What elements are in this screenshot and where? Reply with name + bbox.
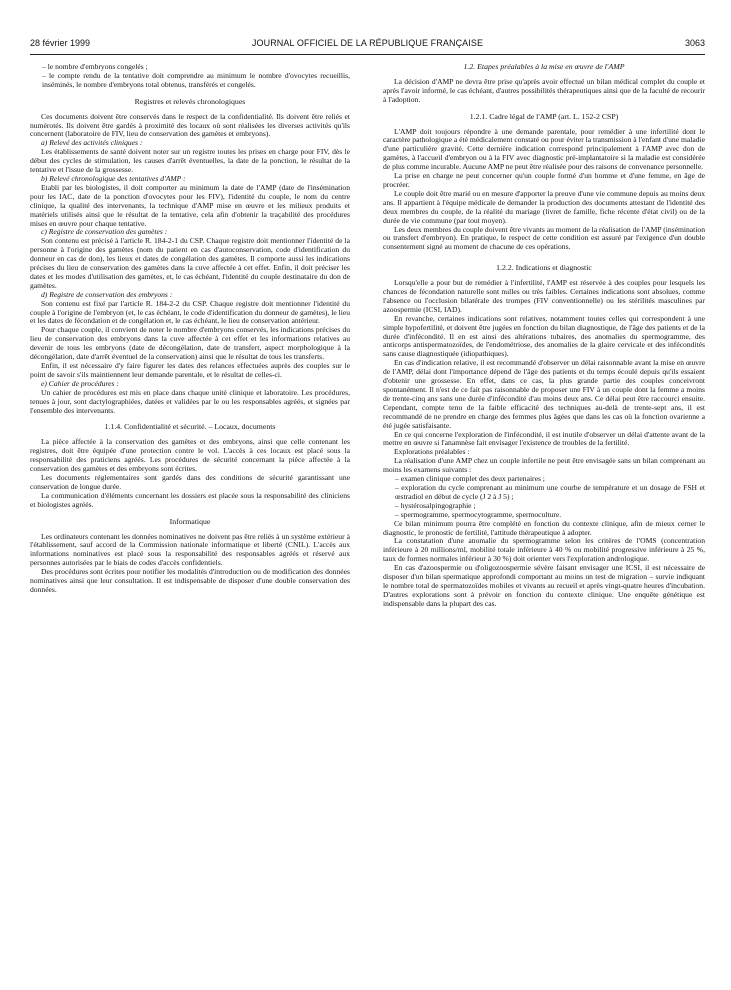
- paragraph: La prise en charge ne peut concerner qu'un couple formé d'un homme et d'une femme, en âge de procréer.: [383, 171, 705, 189]
- paragraph: La communication d'éléments concernant les dossiers est placée sous la responsabilité des cliniciens et biologistes agréés.: [30, 490, 350, 509]
- list-item: – le nombre d'embryons congelés ;: [42, 62, 148, 71]
- section-heading-12: 1.2. Etapes préalables à la mise en œuvre de l'AMP: [463, 62, 625, 71]
- section-heading-registres: Registres et relevés chronologiques: [134, 96, 246, 106]
- list-item: – hystérosalpingographie ;: [395, 500, 476, 510]
- paragraph: L'AMP doit toujours répondre à une demande parentale, pour remédier à une infertilité dont le caractère pathologique a été médicalement constaté ou pour éviter la transmission à l'enfant d'une maladie d'une particulière gravité. Cette dernière indication correspond principalement à l'AMP avec don de gamètes, à l'accueil d'embryon ou à la FIV avec diagnostic pré-implantatoire si la maladie est considérée de plus comme incurable. Aucune AMP ne peut être réalisée pour des raisons de convenance personnelle.: [383, 126, 705, 172]
- paragraph: Son contenu est fixé par l'article R. 184-2-2 du CSP. Chaque registre doit mentionner l'identité du couple à l'origine de l'embryon (et, le cas échéant, le code d'identification du donneur de gamètes), le lieu et les dates de fécondation et de congélation et, le cas échéant, le lieu de conservation antérieur.: [30, 298, 350, 326]
- list-item: – examen clinique complet des deux partenaires ;: [395, 474, 545, 484]
- section-heading-informatique: Informatique: [169, 516, 211, 526]
- paragraph: Le couple doit être marié ou en mesure d'apporter la preuve d'une vie commune depuis au moins deux ans. Il appartient à l'équipe médicale de demander la production des documents attestant de l'identité des deux membres du couple, de la réalité du mariage (livret de famille, fiche récente d'état civil) ou de la durée de vie commune (par tout moyen).: [383, 188, 705, 225]
- section-heading-114: 1.1.4. Confidentialité et sécurité. – Locaux, documents: [104, 422, 276, 432]
- paragraph: En revanche, certaines indications sont relatives, notamment toutes celles qui correspondent à une simple hypofertilité, et doivent être jugées en fonction du bilan diagnostique, de l'âge des patients et de la durée d'infécondité. Il en est ainsi des altérations tubaires, des anomalies du spermogramme, des anticorps antispermatozoïdes, de l'endométriose, des anomalies de la glaire cervicale et des infécondités sans cause diagnostiquée (idiopathiques).: [383, 313, 705, 359]
- paragraph: Un cahier de procédures est mis en place dans chaque unité clinique et laboratoire. Les procédures, tenues à jour, sont dactylographiées, datées et validées par le ou les responsables agréés, et signées par l'ensemble des intervenants.: [30, 387, 350, 415]
- paragraph: Enfin, il est nécessaire d'y faire figurer les dates des relances effectuées auprès des couples sur le point de savoir s'ils maintiennent leur demande parentale, et le résultat de celles-ci.: [30, 361, 350, 379]
- header-page-number: 3063: [684, 38, 705, 48]
- paragraph: Etabli par les biologistes, il doit comporter au minimum la date de l'AMP (date de l'insémination pour les IAC, date de la ponction d'ovocytes pour les FIV), l'identité du couple, le nom du centre clinique, la qualité des intervenants, la technique d'AMP mise en œuvre et les milieux produits et matériels utilisés ainsi que le résultat de la tentative, cela afin d'obtenir la traçabilité des procédures mises en œuvre pour chaque tentative.: [30, 182, 350, 228]
- paragraph: Explorations préalables :: [394, 447, 470, 457]
- paragraph: La réalisation d'une AMP chez un couple infertile ne peut être envisagée sans un bilan comprenant au moins les examens suivants :: [383, 456, 705, 475]
- left-column: [30, 63, 350, 595]
- subheading-b: b) Relevé chronologique des tentatives d'AMP :: [41, 173, 186, 183]
- subheading-d: d) Registre de conservation des embryons :: [41, 289, 173, 299]
- header-date: 28 février 1999: [30, 38, 91, 48]
- paragraph: Les établissements de santé doivent noter sur un registre toutes les prises en charge pour FIV, dès le début des cycles de stimulation, les causes d'arrêt éventuelles, la date de la ponction, le résultat de la tentative et l'issue de la grossesse.: [30, 147, 350, 175]
- subheading-c: c) Registre de conservation des gamètes :: [41, 227, 168, 237]
- paragraph: Les deux membres du couple doivent être vivants au moment de la réalisation de l'AMP (insémination ou transfert d'embryon). En pratique, le respect de cette condition est assuré par l'exigence d'un double consentement signé au moment de chacune de ces opérations.: [383, 224, 705, 252]
- paragraph: En cas d'indication relative, il est recommandé d'observer un délai raisonnable avant la mise en œuvre de l'AMP, délai dont l'importance dépend de l'âge des patients et du temps écoulé depuis qu'ils essaient d'obtenir une grossesse. En effet, dans ce cas, la plus grande partie des couples conceivront spontanément. Il n'est de ce fait pas raisonnable de proposer une FIV à un couple dont la femme a moins de trente-cinq ans sans une durée d'infécondité d'au moins deux ans. Ce délai peut être raccourci ensuite. Cependant, compte tenu de la faible efficacité des techniques au-delà de trente-sept ans, il est recommandé de ne prendre en charge des femmes plus âgées que dans les cas où la fonction ovarienne a été jugée satisfaisante.: [383, 358, 705, 430]
- section-heading-122: 1.2.2. Indications et diagnostic: [496, 263, 592, 273]
- paragraph: En ce qui concerne l'exploration de l'infécondité, il est inutile d'observer un délai d'attente avant de la mettre en œuvre si l'anamnèse fait envisager l'existence de troubles de la fertilité.: [383, 429, 705, 448]
- paragraph: Pour chaque couple, il convient de noter le nombre d'embryons conservés, les indications précises du lieu de conservation des embryons dans la cuve affectée à cet effet et les informations relatives au devenir de tous les embryons (date de décongélation, date de transfert, aspect morphologique à la décongélation, date d'arrêt éventuel de la conservation) ainsi que le résultat de tous les transferts.: [30, 325, 350, 362]
- subheading-a: a) Relevé des activités cliniques :: [41, 138, 143, 148]
- header-journal-title: JOURNAL OFFICIEL DE LA RÉPUBLIQUE FRANÇAISE: [251, 38, 484, 48]
- list-item: – spermogramme, spermocytogramme, spermoculture.: [395, 509, 562, 519]
- header-rule: [30, 54, 705, 55]
- paragraph: La pièce affectée à la conservation des gamètes et des embryons, ainsi que celle contenant les registres, doit être équipée d'une protection contre le vol. L'accès à ces locaux est placé sous la responsabilité des praticiens agréés. Les procédures de sécurité concernant la pièce affectée à la conservation des gamètes et des embryons sont écrites.: [30, 437, 350, 474]
- paragraph: Ces documents doivent être conservés dans le respect de la confidentialité. Ils doivent être reliés et numérotés. Ils doivent être gardés à proximité des locaux où sont réalisées les diverses activités qu'ils concernent (laboratoire de FIV, lieu de conservation des gamètes et embryons).: [30, 111, 350, 139]
- subheading-e: e) Cahier de procédures :: [41, 378, 119, 388]
- section-heading-121: 1.2.1. Cadre légal de l'AMP (art. L. 152-2 CSP): [469, 111, 619, 121]
- paragraph: La constatation d'une anomalie du spermogramme selon les critères de l'OMS (concentration inférieure à 20 millions/ml, mobilité totale inférieure à 40 % ou mobilité progressive inférieure à 25 %, taux de formes normales inférieur à 30 %) doit orienter vers l'exploration andrologique.: [383, 536, 705, 564]
- paragraph: Les documents réglementaires sont gardés dans des conditions de sécurité garantissant une conservation de longue durée.: [30, 472, 350, 491]
- paragraph: Les ordinateurs contenant les données nominatives ne doivent pas être reliés à un système extérieur à l'établissement, sauf accord de la Commission nationale informatique et liberté (CNIL). L'accès aux informations nominatives est placé sous la responsabilité des responsables agréés et réservé aux personnes autorisées par le biais de codes d'accès confidentiels.: [30, 531, 350, 568]
- paragraph: Des procédures sont écrites pour notifier les modalités d'introduction ou de modification des données nominatives ainsi que leur consultation. Il est indispensable de disposer d'une double conservation des données.: [30, 567, 350, 594]
- paragraph: Ce bilan minimum pourra être complété en fonction du contexte clinique, afin de mieux cerner le diagnostic, le pronostic de fertilité, l'attitude thérapeutique à adopter.: [383, 518, 705, 537]
- list-item: – le compte rendu de la tentative doit comprendre au minimum le nombre d'ovocytes recueillis, inséminés, le nombre d'embryons total obtenus, transférés et congelés.: [42, 70, 350, 89]
- right-column: [383, 63, 705, 609]
- paragraph: Son contenu est précisé à l'article R. 184-2-1 du CSP. Chaque registre doit mentionner l'identité de la personne à l'origine des gamètes (nom du patient en cas d'autoconservation, code d'identification du donneur en cas de don), les lieux et dates de congélation des gamètes. Il comporte aussi les indications précises du lieu de conservation des gamètes dans la cuve affectée à cet effet. Enfin, il doit préciser les dates et les modes d'utilisation des gamètes, et, le cas échéant, l'identité du couple destinataire du don de gamètes.: [30, 236, 350, 290]
- paragraph: En cas d'azoospermie ou d'oligozoospermie sévère faisant envisager une ICSI, il est nécessaire de disposer d'un bilan spermatique approfondi comportant au moins un test de migration – survie indiquant le nombre total de spermatozoïdes mobiles et vivants au recueil et après vingt-quatre heures d'incubation. D'autres explorations sont à prévoir en fonction du contexte clinique. Une enquête génétique est indispensable dans la plupart des cas.: [383, 563, 705, 608]
- list-item: – exploration du cycle comprenant au minimum une courbe de température et un dosage de FSH et œstradiol en début de cycle (J 2 à J 5) ;: [395, 482, 705, 501]
- page-header: [30, 38, 705, 52]
- paragraph: La décision d'AMP ne devra être prise qu'après avoir effectué un bilan médical complet du couple et après l'avoir informé, le cas échéant, d'autres possibilités thérapeutiques ainsi que de la faculté de recourir à l'adoption.: [383, 76, 705, 104]
- paragraph: Lorsqu'elle a pour but de remédier à l'infertilité, l'AMP est réservée à des couples pour lesquels les chances de fécondation naturelle sont nulles ou très faibles. Certaines indications sont absolues, comme l'absence ou l'occlusion bilatérale des trompes (FIV conventionnelle) ou les stérilités masculines par azoospermie (ICSI, IAD).: [383, 278, 705, 314]
